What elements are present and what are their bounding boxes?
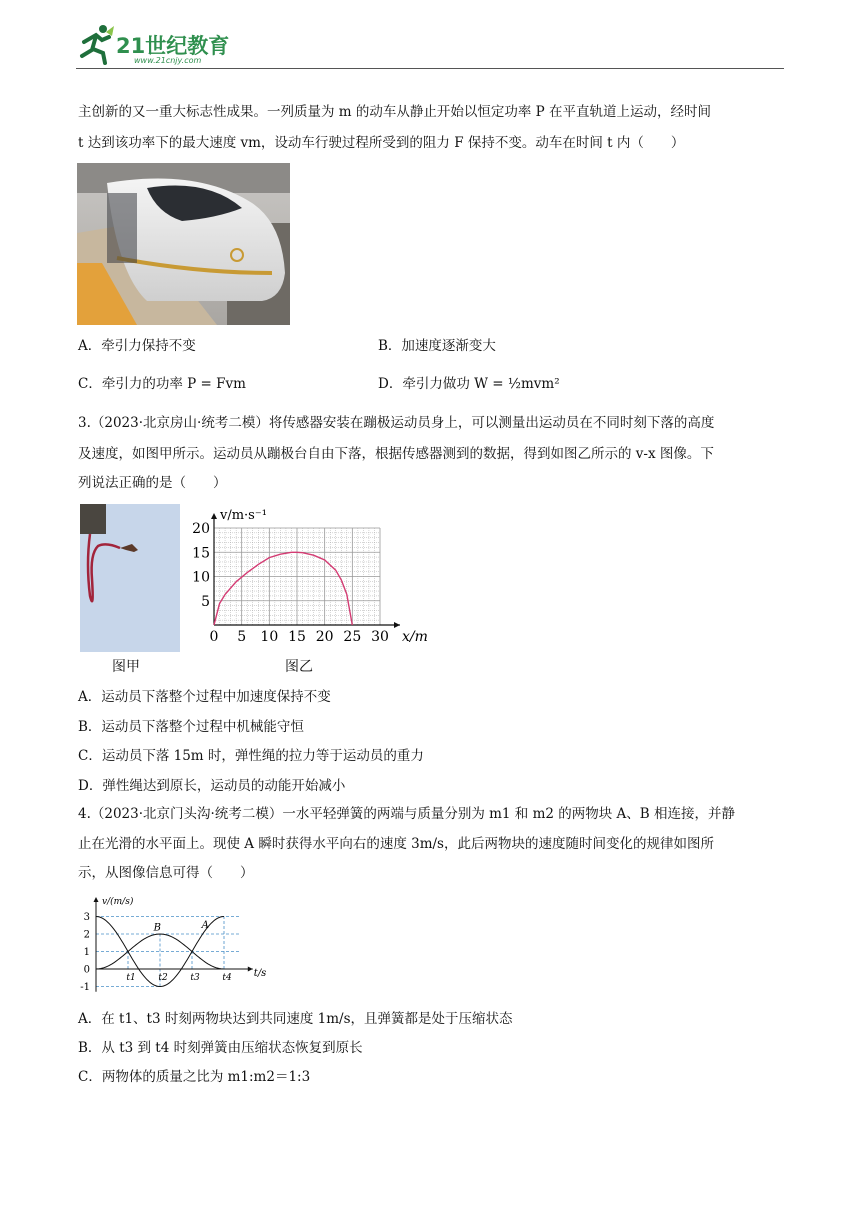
q3-line-3: 列说法正确的是（ ） [78,475,227,491]
q4-option-b: B．从 t3 到 t4 时刻弹簧由压缩状态恢复到原长 [78,1040,363,1056]
x-tick-label: 25 [343,629,362,645]
q4-line-1: 4.（2023·北京门头沟·统考二模）一水平轻弹簧的两端与质量分别为 m1 和 m2 的两物块 A、B 相连接，并静 [78,806,736,822]
series-line-v [214,552,352,625]
page-header [76,22,784,70]
y-axis-label: v/(m/s) [102,897,134,907]
logo-runner-icon [76,22,116,66]
q3-option-c: C．运动员下落 15m 时，弹性绳的拉力等于运动员的重力 [78,748,424,764]
y-tick-label: 1 [83,947,90,958]
x-tick-label: 0 [209,629,219,645]
y-tick-label: 15 [192,545,210,562]
x-tick-label: t3 [190,973,200,983]
x-axis-label: t/s [253,968,267,979]
y-tick-label: 5 [201,593,210,610]
q3-line-1: 3.（2023·北京房山·统考二模）将传感器安装在蹦极运动员身上，可以测量出运动员在不同时刻下落的高度 [78,415,715,431]
q4-line-2: 止在光滑的水平面上。现使 A 瞬时获得水平向右的速度 3m/s，此后两物块的速度随时间变化的规律如图所 [78,836,714,852]
q4-line-3: 示，从图像信息可得（ ） [78,865,254,881]
y-tick-label: -1 [80,982,90,993]
q3-option-d: D．弹性绳达到原长，运动员的动能开始减小 [78,778,346,794]
q4-option-c: C．两物体的质量之比为 m1:m2＝1:3 [78,1069,311,1085]
series-label-a: A [201,919,209,931]
y-tick-label: 0 [83,964,90,976]
y-tick-label: 10 [192,569,210,586]
train-photo [77,163,290,325]
q2-line-1: 主创新的又一重大标志性成果。一列质量为 m 的动车从静止开始以恒定功率 P 在平直轨道上运动，经时间 [78,104,712,120]
logo-text: 21世纪教育 [116,34,230,58]
series-label-b: B [153,922,161,934]
q2-option-a: A．牵引力保持不变 [78,338,196,354]
x-axis-arrow [394,622,400,628]
q2-option-c: C．牵引力的功率 P = Fvm [78,376,246,392]
y-tick-label: 20 [192,521,210,537]
x-tick-label: 5 [237,629,247,645]
q2-option-b: B．加速度逐渐变大 [378,338,496,354]
x-tick-label: t2 [158,973,168,983]
q4-option-a: A．在 t1、t3 时刻两物块达到共同速度 1m/s，且弹簧都是处于压缩状态 [78,1011,513,1027]
vx-chart [190,505,428,653]
y-axis-arrow [94,897,99,902]
x-tick-label: 15 [288,629,306,645]
y-axis-arrow [211,513,217,519]
x-tick-label: 20 [315,629,334,645]
header-divider [76,68,784,69]
q3-option-a: A．运动员下落整个过程中加速度保持不变 [78,689,331,705]
x-tick-label: t1 [126,973,136,983]
y-tick-label: 3 [83,912,90,923]
y-axis-label: v/m·s⁻¹ [220,508,267,523]
logo-url: www.21cnjy.com [134,56,202,65]
q2-line-2: t 达到该功率下的最大速度 vm，设动车行驶过程所受到的阻力 F 保持不变。动车在时间 t 内（ ） [78,135,685,151]
y-tick-label: 2 [83,929,90,941]
bungee-photo [80,504,180,652]
vt-chart [76,893,276,998]
q3-line-2: 及速度，如图甲所示。运动员从蹦极台自由下落，根据传感器测到的数据，得到如图乙所示的 v-x 图像。下 [78,446,714,462]
x-tick-label: 30 [371,629,389,645]
x-axis-arrow [248,967,253,972]
fig-b-caption: 图乙 [285,659,313,675]
q3-option-b: B．运动员下落整个过程中机械能守恒 [78,719,304,735]
q2-option-d: D．牵引力做功 W = ½mvm² [378,376,560,392]
x-tick-label: 10 [260,629,279,645]
fig-a-caption: 图甲 [112,659,140,675]
x-axis-label: x/m [402,629,428,645]
x-tick-label: t4 [222,973,232,983]
